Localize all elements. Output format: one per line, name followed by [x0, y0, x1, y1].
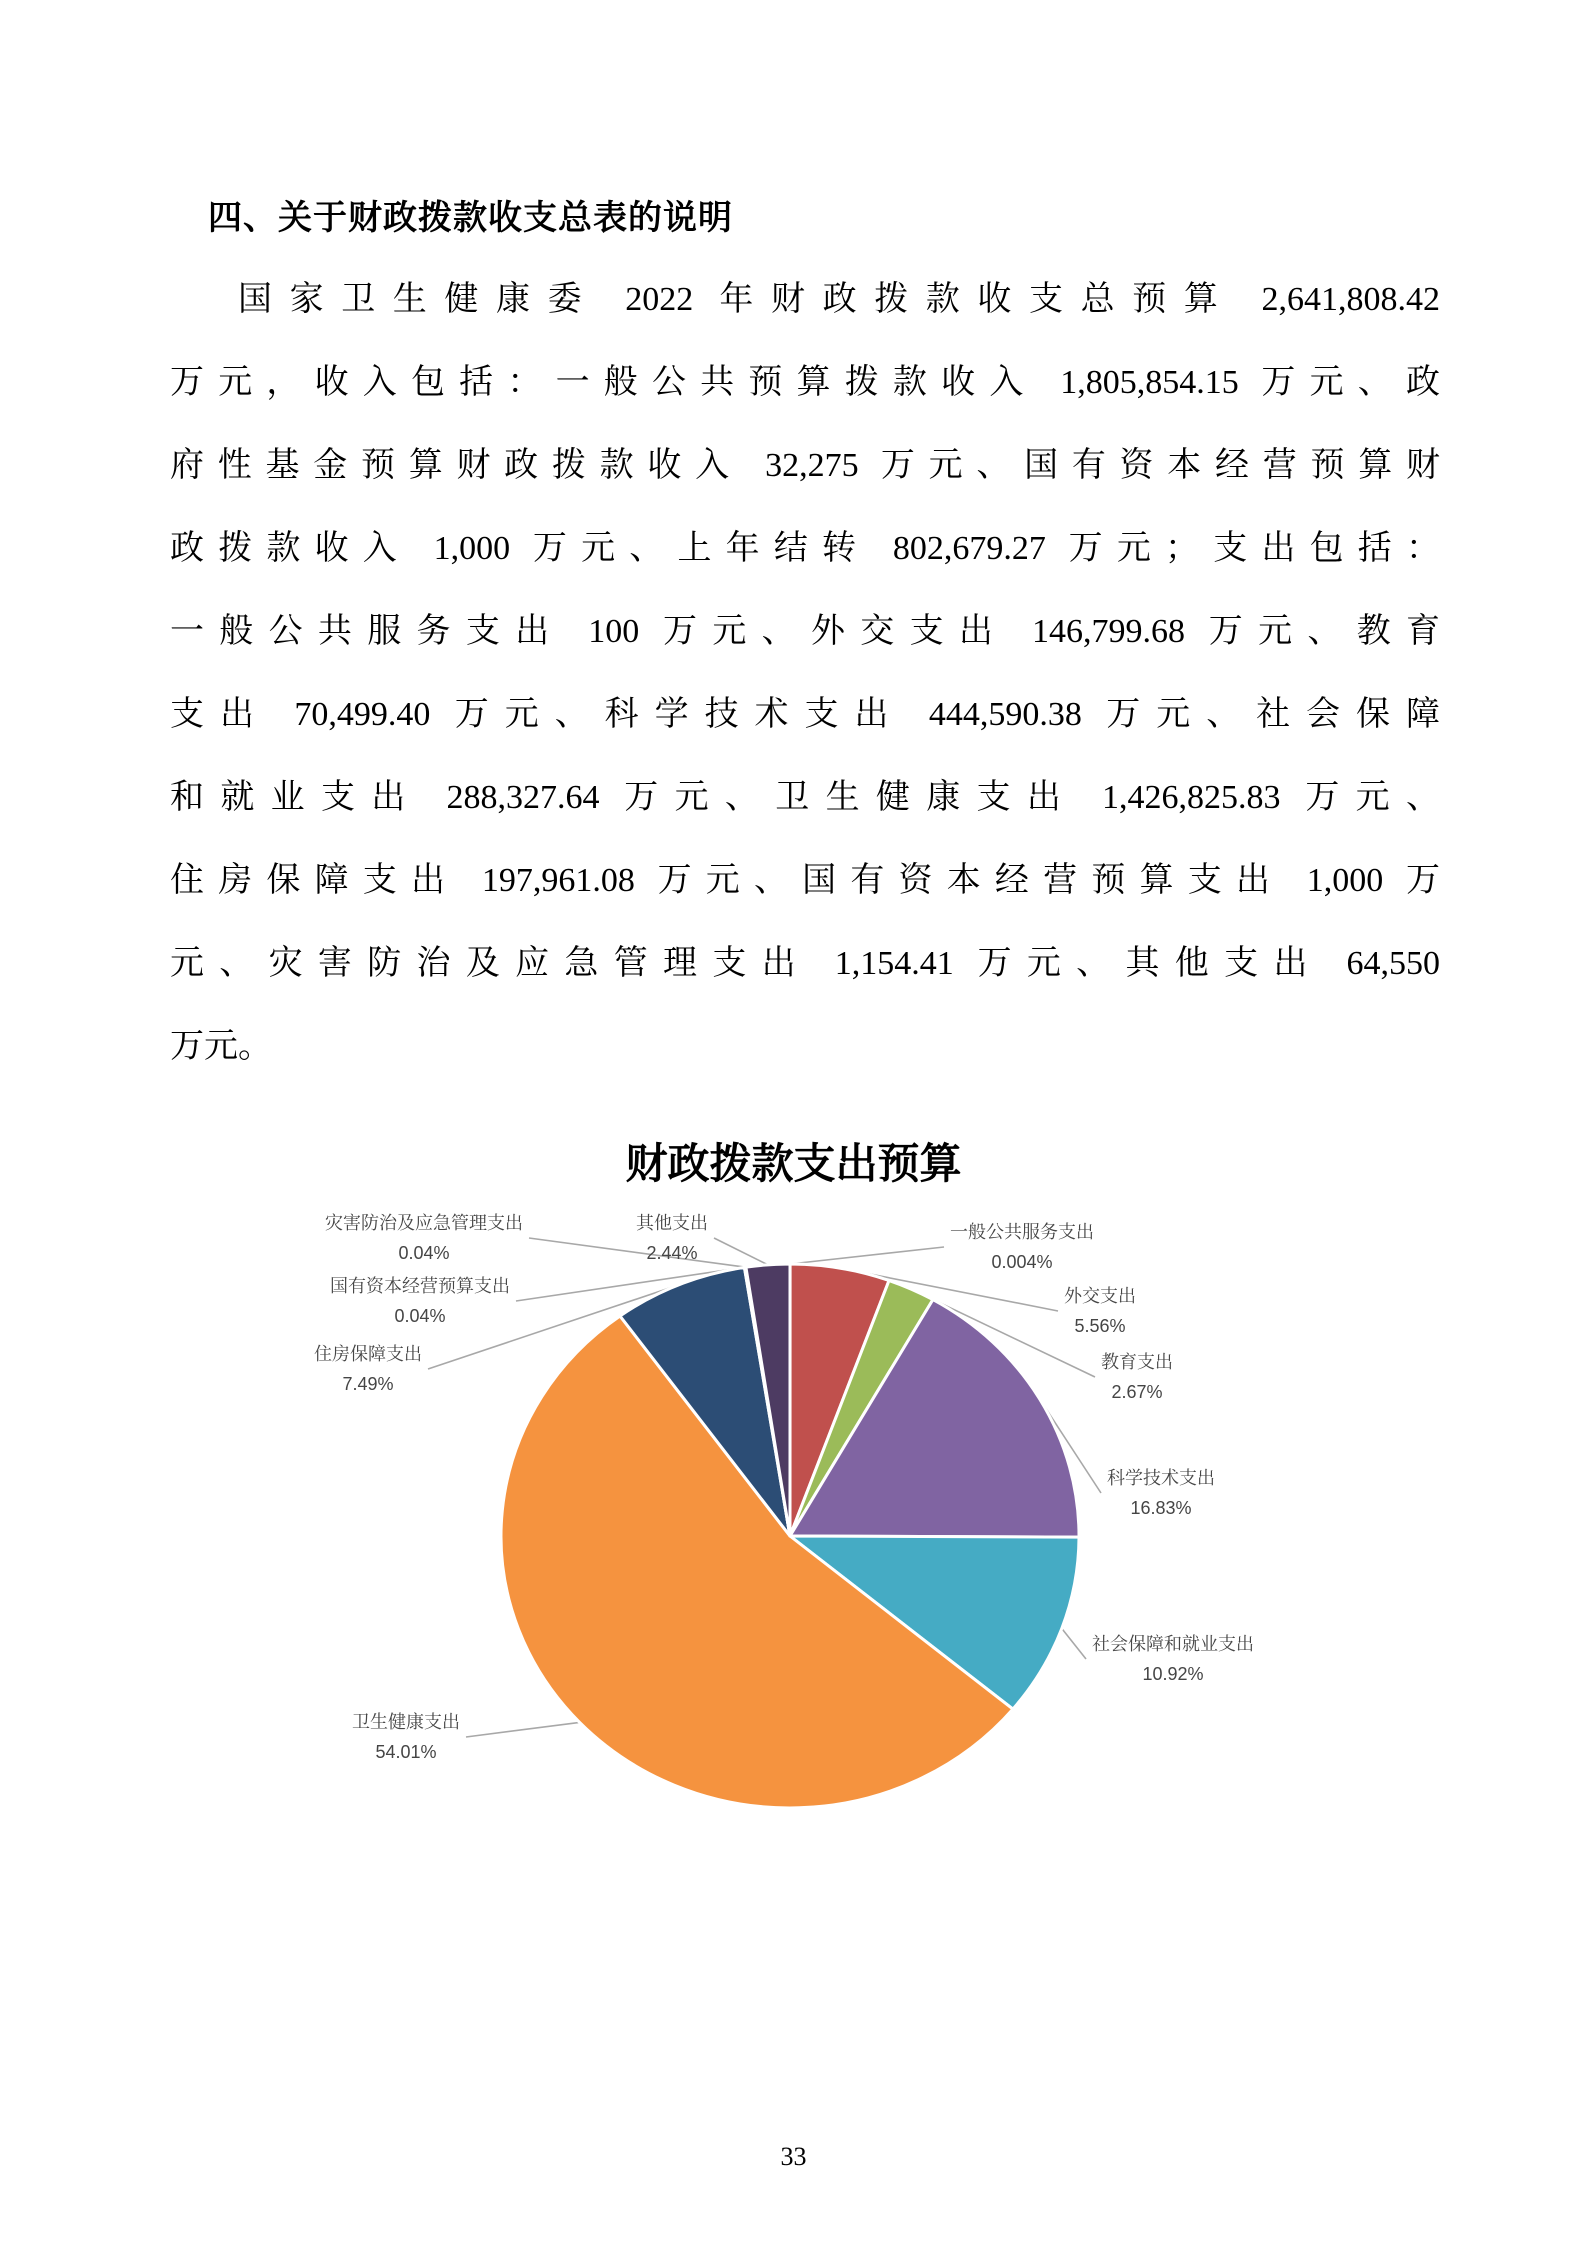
- pie-label-percent: 0.004%: [991, 1252, 1053, 1272]
- pie-label-percent: 2.44%: [646, 1243, 698, 1263]
- pie-label: [314, 1339, 422, 1399]
- pie-label: [352, 1707, 460, 1767]
- paragraph-line: 万元。: [170, 1028, 272, 1065]
- pie-label-name: 一般公共服务支出: [950, 1222, 1094, 1242]
- paragraph-line: 支出 70,499.40 万元、科学技术支出 444,590.38 万元、社会保障: [170, 696, 1440, 733]
- pie-label-percent: 7.49%: [342, 1374, 394, 1394]
- pie-label-name: 外交支出: [1064, 1286, 1136, 1306]
- chart-title: 财政拨款支出预算: [625, 1142, 962, 1188]
- pie-label: [950, 1217, 1094, 1277]
- paragraph-line: 府性基金预算财政拨款收入 32,275 万元、国有资本经营预算财: [170, 447, 1440, 484]
- pie-label-name: 卫生健康支出: [352, 1712, 460, 1732]
- pie-label: [1101, 1347, 1173, 1407]
- paragraph-line: 国家卫生健康委 2022 年财政拨款收支总预算 2,641,808.42: [238, 281, 1440, 318]
- pie-label-percent: 2.67%: [1111, 1382, 1163, 1402]
- paragraph-line: 政拨款收入 1,000 万元、上年结转 802,679.27 万元；支出包括：: [170, 530, 1440, 567]
- paragraph-line: 和就业支出 288,327.64 万元、卫生健康支出 1,426,825.83 万元、: [170, 779, 1440, 816]
- pie-label-percent: 0.04%: [394, 1306, 446, 1326]
- pie-label: [1107, 1463, 1215, 1523]
- pie-label: [325, 1208, 523, 1268]
- pie-label: [330, 1271, 510, 1331]
- pie-label-percent: 0.04%: [398, 1243, 450, 1263]
- leader-line: [1062, 1629, 1086, 1660]
- pie-label-name: 住房保障支出: [314, 1344, 422, 1364]
- pie-label-name: 灾害防治及应急管理支出: [325, 1213, 523, 1233]
- leader-line: [790, 1247, 944, 1264]
- pie-label: [1064, 1281, 1136, 1341]
- leader-line: [714, 1238, 768, 1265]
- pie-label: [1092, 1629, 1254, 1689]
- pie-label-name: 其他支出: [636, 1213, 708, 1233]
- pie-label-name: 科学技术支出: [1107, 1468, 1215, 1488]
- paragraph-line: 住房保障支出 197,961.08 万元、国有资本经营预算支出 1,000 万: [170, 862, 1440, 899]
- leader-line: [466, 1722, 580, 1737]
- pie-label-name: 国有资本经营预算支出: [330, 1276, 510, 1296]
- pie-label-name: 教育支出: [1101, 1352, 1173, 1372]
- paragraph-line: 一般公共服务支出 100 万元、外交支出 146,799.68 万元、教育: [170, 613, 1440, 650]
- pie-label-percent: 54.01%: [375, 1742, 437, 1762]
- pie-label-percent: 16.83%: [1130, 1498, 1192, 1518]
- page-number: 33: [780, 2142, 807, 2171]
- paragraph-line: 元、灾害防治及应急管理支出 1,154.41 万元、其他支出 64,550: [170, 945, 1440, 982]
- pie-label-percent: 10.92%: [1142, 1664, 1204, 1684]
- section-heading: 四、关于财政拨款收支总表的说明: [208, 199, 733, 237]
- pie-label: [636, 1208, 708, 1268]
- paragraph-line: 万元，收入包括：一般公共预算拨款收入 1,805,854.15 万元、政: [170, 364, 1440, 401]
- pie-label-name: 社会保障和就业支出: [1092, 1634, 1254, 1654]
- pie-label-percent: 5.56%: [1074, 1316, 1126, 1336]
